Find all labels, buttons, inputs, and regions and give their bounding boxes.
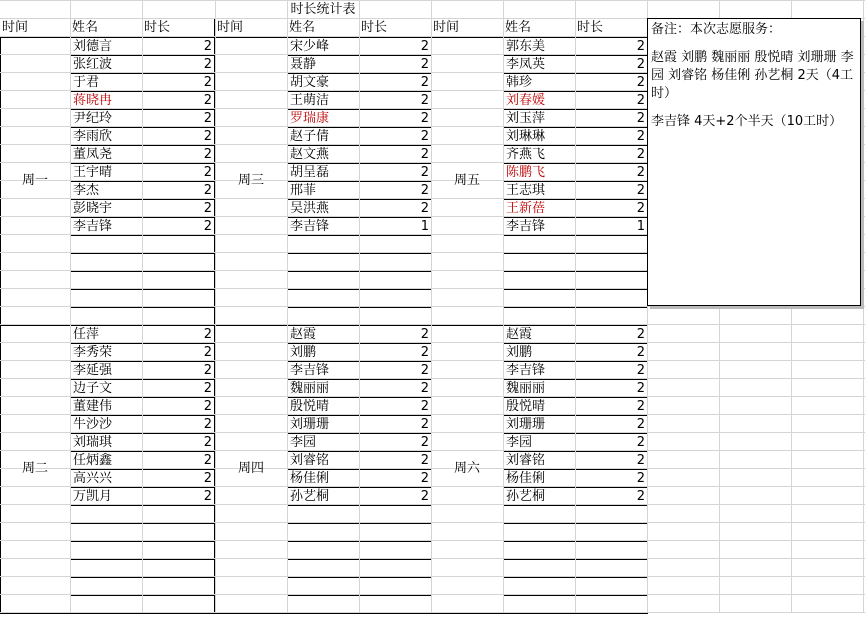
- duration-cell[interactable]: 2: [203, 345, 212, 360]
- name-cell[interactable]: 万凯月: [73, 489, 113, 504]
- duration-cell[interactable]: 2: [203, 129, 212, 144]
- day-label-wed: 周三: [237, 173, 264, 188]
- header-duration-1: 时长: [144, 20, 171, 35]
- name-cell[interactable]: 李吉锋: [506, 363, 546, 378]
- name-cell[interactable]: 魏丽丽: [506, 381, 546, 396]
- remark-comment-box[interactable]: [647, 18, 861, 306]
- duration-cell[interactable]: 1: [636, 219, 645, 234]
- duration-cell[interactable]: 2: [420, 345, 429, 360]
- duration-cell[interactable]: 2: [636, 417, 645, 432]
- name-cell[interactable]: 刘德言: [73, 39, 113, 54]
- name-cell[interactable]: 魏丽丽: [290, 381, 330, 396]
- duration-cell[interactable]: 2: [420, 57, 429, 72]
- name-cell[interactable]: 李雨欣: [73, 129, 113, 144]
- duration-cell[interactable]: 2: [203, 201, 212, 216]
- name-cell[interactable]: 宋少峰: [290, 39, 330, 54]
- duration-cell[interactable]: 2: [636, 327, 645, 342]
- duration-cell[interactable]: 2: [203, 489, 212, 504]
- sheet-title: 时长统计表: [290, 2, 356, 17]
- name-cell[interactable]: 刘睿铭: [506, 453, 546, 468]
- header-duration-3: 时长: [577, 20, 604, 35]
- cell-border: [431, 613, 503, 614]
- duration-cell[interactable]: 2: [203, 399, 212, 414]
- name-cell[interactable]: 王新蓓: [506, 201, 546, 216]
- header-name-2: 姓名: [289, 20, 316, 35]
- duration-cell[interactable]: 2: [420, 417, 429, 432]
- name-cell[interactable]: 赵文燕: [290, 147, 330, 162]
- name-cell[interactable]: 聂静: [290, 57, 317, 72]
- name-cell[interactable]: 刘瑞琪: [73, 435, 113, 450]
- name-cell[interactable]: 杨佳俐: [290, 471, 330, 486]
- name-cell[interactable]: 赵霞: [290, 327, 317, 342]
- duration-cell[interactable]: 2: [420, 39, 429, 54]
- name-cell[interactable]: 任萍: [73, 327, 100, 342]
- name-cell[interactable]: 李吉锋: [290, 363, 330, 378]
- duration-cell[interactable]: 2: [420, 129, 429, 144]
- name-cell[interactable]: 刘鹏: [506, 345, 533, 360]
- duration-cell[interactable]: 2: [420, 111, 429, 126]
- gridline: [0, 324, 865, 325]
- duration-cell[interactable]: 2: [420, 453, 429, 468]
- duration-cell[interactable]: 2: [203, 417, 212, 432]
- name-cell[interactable]: 李园: [506, 435, 533, 450]
- name-cell[interactable]: 刘睿铭: [290, 453, 330, 468]
- header-name-1: 姓名: [72, 20, 99, 35]
- duration-cell[interactable]: 2: [203, 147, 212, 162]
- name-cell[interactable]: 殷悦晴: [506, 399, 546, 414]
- day-label-fri: 周五: [453, 173, 480, 188]
- name-cell[interactable]: 赵霞: [506, 327, 533, 342]
- name-cell[interactable]: 董建伟: [73, 399, 113, 414]
- duration-cell[interactable]: 2: [203, 471, 212, 486]
- name-cell[interactable]: 王宇晴: [73, 165, 113, 180]
- duration-cell[interactable]: 2: [636, 183, 645, 198]
- duration-cell[interactable]: 2: [636, 435, 645, 450]
- name-cell[interactable]: 刘琳琳: [506, 129, 546, 144]
- name-cell[interactable]: 赵子倩: [290, 129, 330, 144]
- duration-cell[interactable]: 2: [636, 453, 645, 468]
- name-cell[interactable]: 胡呈磊: [290, 165, 330, 180]
- duration-cell[interactable]: 2: [636, 57, 645, 72]
- name-cell[interactable]: 王萌洁: [290, 93, 330, 108]
- cell-border: [431, 325, 503, 326]
- day-label-tue: 周二: [21, 461, 48, 476]
- name-cell[interactable]: 李杰: [73, 183, 100, 198]
- duration-cell[interactable]: 2: [203, 219, 212, 234]
- duration-cell[interactable]: 2: [636, 39, 645, 54]
- day-label-mon: 周一: [21, 173, 48, 188]
- duration-cell[interactable]: 2: [203, 381, 212, 396]
- duration-cell[interactable]: 2: [420, 381, 429, 396]
- name-cell[interactable]: 胡文豪: [290, 75, 330, 90]
- duration-cell[interactable]: 2: [203, 165, 212, 180]
- name-cell[interactable]: 李吉锋: [506, 219, 546, 234]
- name-cell[interactable]: 郭东美: [506, 39, 546, 54]
- name-cell[interactable]: 杨佳俐: [506, 471, 546, 486]
- gridline: [0, 576, 865, 577]
- name-cell[interactable]: 于君: [73, 75, 100, 90]
- duration-cell[interactable]: 2: [636, 201, 645, 216]
- name-cell[interactable]: 李延强: [73, 363, 113, 378]
- duration-cell[interactable]: 2: [420, 471, 429, 486]
- name-cell[interactable]: 齐燕飞: [506, 147, 546, 162]
- name-cell[interactable]: 邢菲: [290, 183, 317, 198]
- cell-border: [0, 325, 70, 326]
- duration-cell[interactable]: 2: [420, 165, 429, 180]
- day-label-sat: 周六: [453, 461, 480, 476]
- name-cell[interactable]: 牛沙沙: [73, 417, 113, 432]
- gridline: [0, 594, 865, 595]
- gridline: [0, 558, 865, 559]
- cell-border: [215, 613, 287, 614]
- duration-cell[interactable]: 2: [636, 345, 645, 360]
- name-cell[interactable]: 李秀荣: [73, 345, 113, 360]
- duration-cell[interactable]: 2: [636, 489, 645, 504]
- duration-cell[interactable]: 2: [636, 399, 645, 414]
- name-cell[interactable]: 王志琪: [506, 183, 546, 198]
- cell-border: [0, 37, 70, 38]
- duration-cell[interactable]: 2: [636, 93, 645, 108]
- duration-cell[interactable]: 2: [203, 363, 212, 378]
- duration-cell[interactable]: 2: [420, 435, 429, 450]
- duration-cell[interactable]: 2: [420, 183, 429, 198]
- name-cell[interactable]: 刘鹏: [290, 345, 317, 360]
- name-cell[interactable]: 刘玉萍: [506, 111, 546, 126]
- duration-cell[interactable]: 2: [420, 93, 429, 108]
- duration-cell[interactable]: 2: [203, 111, 212, 126]
- name-cell[interactable]: 罗瑞康: [290, 111, 330, 126]
- header-time-3: 时间: [433, 20, 460, 35]
- name-cell[interactable]: 孙艺桐: [506, 489, 546, 504]
- gridline: [0, 612, 865, 613]
- duration-cell[interactable]: 2: [420, 363, 429, 378]
- duration-cell[interactable]: 2: [420, 399, 429, 414]
- cell-border: [215, 325, 287, 326]
- duration-cell[interactable]: 2: [203, 435, 212, 450]
- cell-border: [431, 37, 503, 38]
- gridline: [0, 0, 865, 1]
- name-cell[interactable]: 李园: [290, 435, 317, 450]
- duration-cell[interactable]: 2: [203, 57, 212, 72]
- header-name-3: 姓名: [505, 20, 532, 35]
- duration-cell[interactable]: 2: [636, 471, 645, 486]
- name-cell[interactable]: 高兴兴: [73, 471, 113, 486]
- duration-cell[interactable]: 1: [420, 219, 429, 234]
- duration-cell[interactable]: 2: [420, 201, 429, 216]
- name-cell[interactable]: 张红波: [73, 57, 113, 72]
- duration-cell[interactable]: 2: [636, 129, 645, 144]
- name-cell[interactable]: 陈鹏飞: [506, 165, 546, 180]
- remark-paragraph-2: 李吉锋 4天+2个半天（10工时）: [651, 114, 843, 129]
- name-cell[interactable]: 刘珊珊: [290, 417, 330, 432]
- name-cell[interactable]: 边子文: [73, 381, 113, 396]
- remark-paragraph-1: 赵霞 刘鹏 魏丽丽 殷悦晴 刘珊珊 李园 刘睿铭 杨佳俐 孙艺桐 2天（4工时）: [651, 50, 854, 101]
- duration-cell[interactable]: 2: [203, 453, 212, 468]
- duration-cell[interactable]: 2: [636, 75, 645, 90]
- name-cell[interactable]: 尹纪玲: [73, 111, 113, 126]
- gridline: [0, 522, 865, 523]
- duration-cell[interactable]: 2: [420, 75, 429, 90]
- header-time-2: 时间: [217, 20, 244, 35]
- duration-cell[interactable]: 2: [203, 75, 212, 90]
- name-cell[interactable]: 刘春媛: [506, 93, 546, 108]
- duration-cell[interactable]: 2: [420, 147, 429, 162]
- duration-cell[interactable]: 2: [203, 183, 212, 198]
- name-cell[interactable]: 孙艺桐: [290, 489, 330, 504]
- duration-cell[interactable]: 2: [203, 39, 212, 54]
- duration-cell[interactable]: 2: [636, 147, 645, 162]
- cell-border: [215, 37, 287, 38]
- duration-cell[interactable]: 2: [420, 489, 429, 504]
- cell-border: [0, 613, 70, 614]
- name-cell[interactable]: 董凤尧: [73, 147, 113, 162]
- name-cell[interactable]: 李凤英: [506, 57, 546, 72]
- duration-cell[interactable]: 2: [636, 165, 645, 180]
- name-cell[interactable]: 彭晓宇: [73, 201, 113, 216]
- header-duration-2: 时长: [361, 20, 388, 35]
- duration-cell[interactable]: 2: [636, 111, 645, 126]
- name-cell[interactable]: 李吉锋: [73, 219, 113, 234]
- name-cell[interactable]: 刘珊珊: [506, 417, 546, 432]
- duration-cell[interactable]: 2: [203, 327, 212, 342]
- name-cell[interactable]: 吴洪燕: [290, 201, 330, 216]
- duration-cell[interactable]: 2: [420, 327, 429, 342]
- gridline: [0, 540, 865, 541]
- duration-cell[interactable]: 2: [636, 363, 645, 378]
- name-cell[interactable]: 韩珍: [506, 75, 533, 90]
- day-label-thu: 周四: [237, 461, 264, 476]
- duration-cell[interactable]: 2: [636, 381, 645, 396]
- name-cell[interactable]: 蒋晓冉: [73, 93, 113, 108]
- name-cell[interactable]: 殷悦晴: [290, 399, 330, 414]
- gridline: [0, 306, 865, 307]
- duration-cell[interactable]: 2: [203, 93, 212, 108]
- header-time-1: 时间: [2, 20, 29, 35]
- remark-heading: 备注：本次志愿服务：: [651, 22, 782, 37]
- name-cell[interactable]: 任炳鑫: [73, 453, 113, 468]
- name-cell[interactable]: 李吉锋: [290, 219, 330, 234]
